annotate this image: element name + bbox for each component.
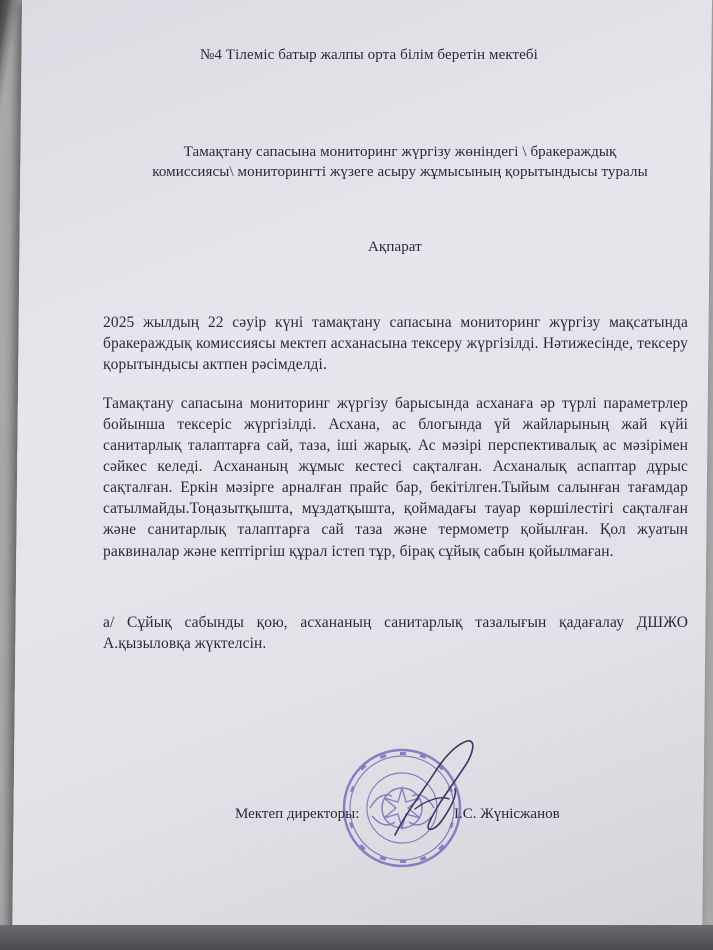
subject-line-2: комиссиясы\ мониторингті жүзеге асыру жұмысының қорытындысы туралы	[152, 163, 648, 180]
desk-surface	[0, 925, 713, 950]
paragraph-inspection-results: Тамақтану сапасына мониторинг жүргізу барысында асханаға әр түрлі параметрлер бойынша тексеріс жүргізілді. Асхана, ас блогында үй жайларының жай күйі санитарлық талаптарға сай, таза, іші жарық. Ас мәзірі перспективалық ас мәзірімен сәйкес келеді. Асхананың жұмыс кестесі сақталған. Асханалық аспаптар дұрыс сақталған. Еркін мәзірге арналған прайс бар, бекітілген.Тыйым салынған тағамдар сатылмайды.Тоңазытқышта, мұздатқышта, қоймадағы тауар көршілестігі сақталған және санитарлық талаптарға сай таза және термометр қойылған. Қол жуатын раквиналар және кептіргіш құрал істеп тұр, бірақ сұйық сабын қойылмаған.	[103, 395, 688, 560]
signatory-name: І.С. Жүнісжанов	[454, 806, 560, 822]
subject-line-1: Тамақтану сапасына мониторинг жүргізу жөніндегі \ бракераждық	[183, 144, 617, 160]
signatory-role: Мектеп директоры:	[235, 806, 360, 822]
document-subject	[110, 143, 690, 182]
document-title: Ақпарат	[368, 239, 422, 255]
school-name: №4 Тілеміс батыр жалпы орта білім беретін мектебі	[200, 47, 538, 63]
handwritten-signature-icon	[385, 735, 485, 845]
paragraph-inspection-date: 2025 жылдың 22 сәуір күні тамақтану сапасына мониторинг жүргізу мақсатында бракераждық комиссиясы мектеп асханасына тексеру жүргізілді. Нәтижесінде, тексеру қорытындысы актпен рәсімделді.	[103, 314, 688, 374]
signature-block	[235, 806, 635, 828]
paragraph-assignment: а/ Сұйық сабынды қою, асхананың санитарлық тазалығын қадағалау ДШЖО А.қызыловқа жүктелсін.	[103, 614, 688, 653]
